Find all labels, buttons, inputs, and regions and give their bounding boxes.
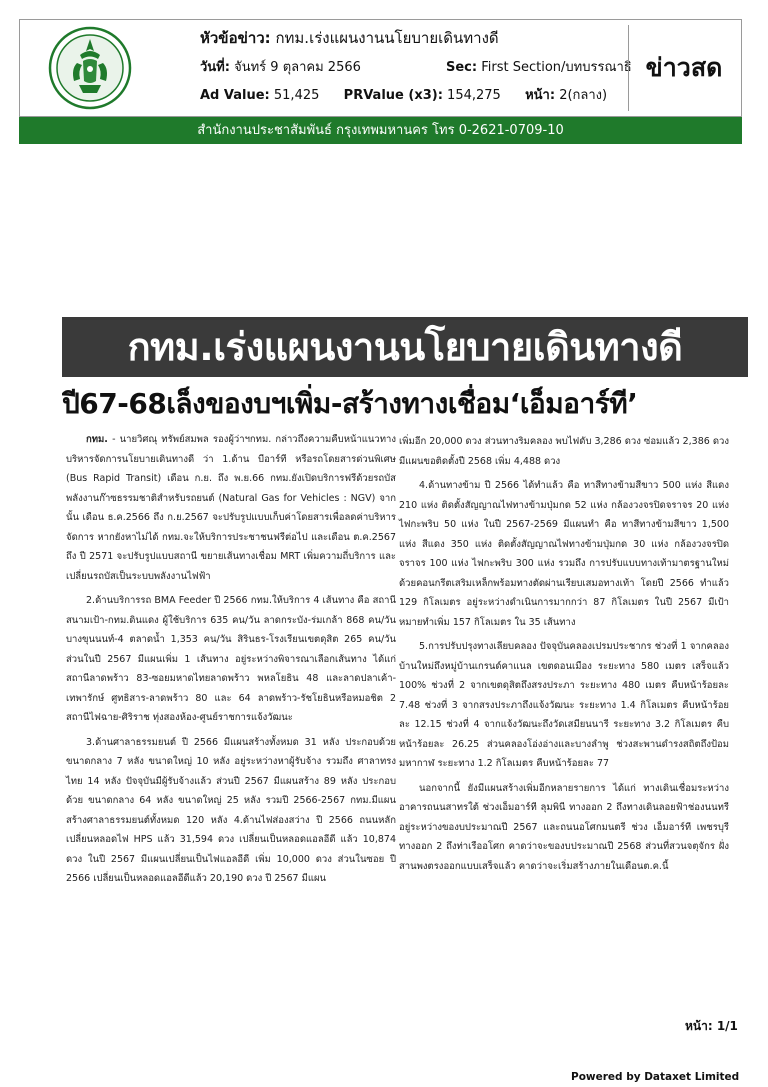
ad-value-label: Ad Value: [200,88,270,103]
article-paragraph [66,430,396,586]
bangkok-seal-logo [47,25,133,111]
page-value: 2(กลาง) [559,88,608,103]
date-label: วันที่: [200,60,230,75]
headline-value: กทม.เร่งแผนงานนโยบายเดินทางดี [275,29,499,47]
article-paragraph: เพิ่มอีก 20,000 ดวง ส่วนทางริมคลอง พบไฟดับ 3,286 ดวง ซ่อมแล้ว 2,386 ดวง มีแผนขอติดตั้งปี 2568 เพิ่ม 4,488 ดวง [399,436,729,467]
clipping-header [19,19,742,117]
article-paragraph: 4.ด้านทางข้าม ปี 2566 ได้ทำแล้ว คือ ทาสีทางข้ามสีขาว 500 แห่ง สีแดง 210 แห่ง ติดตั้งสัญญาณไฟทางข้ามปุ่มกด 52 แห่ง กล้องวงจรปิดจราจร 20 แห่ง ไฟกะพริบ 50 แห่ง ในปี 2567-2569 มีแผนทำ คือ ทาสีทางข้ามสีขาว 1,500 แห่ง สีแดง 350 แห่ง ติดตั้งสัญญาณไฟทางข้ามปุ่มกด 30 แห่ง กล้องวงจรปิดจราจร 100 แห่ง ไฟกะพริบ 300 แห่ง รวมถึง การปรับแบบทางเท้ามาตรฐานใหม่ด้วยคอนกรีตเสริมเหล็กพร้อมทางตัดผ่านเรียบเสมอทางเท้า โดยปี 2566 ทำแล้ว 129 กิโลเมตร อยู่ระหว่างดำเนินการมากกว่า 87 กิโลเมตร ในปี 2567 มีเป้าหมายทำเพิ่ม 157 กิโลเมตร ใน 35 เส้นทาง [399,480,729,628]
article-lead: กทม. [86,434,108,445]
article-paragraph: 5.การปรับปรุงทางเลียบคลอง ปัจจุบันคลองเปรมประชากร ช่วงที่ 1 จากคลองบ้านใหม่ถึงหมู่บ้านเกรนด์คาแนล เขตดอนเมือง ระยะทาง 580 เมตร เสร็จแล้ว 100% ช่วงที่ 2 จากเขตดุสิตถึงสรงประภา ระยะทาง 480 เมตร คืบหน้าร้อยละ 7.48 ช่วงที่ 3 จากสรงประภาถึงแจ้งวัฒนะ ระยะทาง 1.4 กิโลเมตร คืบหน้าร้อยละ 12.15 ช่วงที่ 4 จากแจ้งวัฒนะถึงวัดเสมียนนารี ระยะทาง 3.2 กิโลเมตร คืบหน้าร้อยละ 26.25 ส่วนคลองโอ่งอ่างและบางลำพู ช่วงสะพานดำรงสถิตถึงป้อมมหากาฬ ระยะทาง 1.2 กิโลเมตร คืบหน้าร้อยละ 77 [399,641,729,769]
value-line [200,88,607,103]
article-paragraph: นอกจากนี้ ยังมีแผนสร้างเพิ่มอีกหลายรายการ ได้แก่ ทางเดินเชื่อมระหว่างอาคารถนนสาทรใต้ ช่วงเอ็มอาร์ที ลุมพินี ทางออก 2 ถึงทางเดินลอยฟ้าช่องนนทรี อยู่ระหว่างของบประมาณปี 2567 และถนนอโศกมนตรี ช่วง เอ็มอาร์ที เพชรบุรี ทางออก 2 ถึงท่าเรืออโศก คาดว่าจะของบประมาณปี 2568 ส่วนที่สวนจตุจักร ฝั่งสานพงตรงออกแบบเสร็จแล้ว คาดว่าจะเริ่มสร้างภายในเดือนต.ค.นี้ [399,782,729,872]
date-value: จันทร์ 9 ตุลาคม 2566 [234,60,361,75]
pr-value-label: PRValue (x3): [343,88,443,103]
article-text: - นายวิศณุ ทรัพย์สมพล รองผู้ว่าฯกทม. กล่าวถึงความคืบหน้าแนวทางบริหารจัดการนโยบายเดินทางดี ว่า 1.ด้าน บีอาร์ที หรือรถโดยสารด่วนพิเศษ (Bus Rapid Transit) เดือน ก.ย. ถึง พ.ย.66 กทม.ยังเปิดบริการฟรีด้วยรถบัสพลังงานก๊าซธรรมชาติสำหรับรถยนต์ (Natural Gas for Vehicles : NGV) จากนั้น เดือน ธ.ค.2566 ถึง ก.ย.2567 จะปรับรูปแบบเก็บค่าโดยสารเพื่อลดค่าบริหารจัดการ หากยังหาไม่ได้ กทม.จะให้บริการประชาชนฟรีต่อไป และเดือน ต.ค.2567 ถึง ปี 2571 จะปรับรูปแบบสถานี ขยายเส้นทางเชื่อม MRT เพิ่มความถี่บริการ และเปลี่ยนรถบัสเป็นระบบพลังงานไฟฟ้า [66,434,396,582]
article-paragraph: 2.ด้านบริการรถ BMA Feeder ปี 2566 กทม.ให้บริการ 4 เส้นทาง คือ สถานีสนามเป้า-กทม.ดินแดง ผู้ใช้บริการ 635 คน/วัน ลาดกระบัง-ร่มเกล้า 868 คน/วัน บางขุนนนท์-4 ตลาดน้ำ 1,353 คน/วัน สิรินธร-โรงเรียนเขตดุสิต 265 คน/วัน ส่วนในปี 2567 มีแผนเพิ่ม 1 เส้นทาง อยู่ระหว่างพิจารณาเลือกเส้นทาง ได้แก่ สถานีลาดพร้าว 83-ซอยมหาดไทยลาดพร้าว พหลโยธิน 48 และลาดปลาเค้า-เทพารักษ์ ศูทธิสาร-ลาดพร้าว 80 และ 64 ลาดพร้าว-รัชโยธินหรือหมอชิต 2 สถานีไฟฉาย-ศิริราช ทุ่งสองห้อง-ศูนย์ราชการแจ้งวัฒนะ [66,595,396,723]
agency-banner: สำนักงานประชาสัมพันธ์ กรุงเทพมหานคร โทร 0-2621-0709-10 [19,117,742,144]
article-title: กทม.เร่งแผนงานนโยบายเดินทางดี [62,317,748,377]
ad-value: 51,425 [273,88,320,103]
pr-value: 154,275 [447,88,501,103]
headline-label: หัวข้อข่าว: [200,29,271,47]
date-line [200,60,632,75]
powered-by: Powered by Dataxet Limited [571,1071,740,1083]
headline-line [200,31,499,46]
page-label: หน้า: [525,88,556,103]
section-info [446,60,632,75]
article-column-right [399,432,729,881]
page-number: หน้า: 1/1 [685,1019,738,1033]
news-type-badge: ข่าวสด [628,25,739,111]
article-column-left [66,430,396,894]
article-paragraph: 3.ด้านศาลาธรรมยนต์ ปี 2566 มีแผนสร้างทั้งหมด 31 หลัง ประกอบด้วย ขนาดกลาง 7 หลัง ขนาดใหญ่ 10 หลัง อยู่ระหว่างหาผู้รับจ้าง รวมถึง ศาลาทรงไทย 14 หลัง ปัจจุบันมีผู้รับจ้างแล้ว ส่วนปี 2567 มีแผนสร้าง 89 หลัง ประกอบด้วย ขนาดกลาง 64 หลัง ขนาดใหญ่ 25 หลัง รวมปี 2566-2567 กทม.มีแผนสร้างศาลาธรรมยนต์ทั้งหมด 120 หลัง 4.ด้านไฟส่องสว่าง ปี 2566 ถนนหลักเปลี่ยนหลอดไฟ HPS แล้ว 31,594 ดวง เปลี่ยนเป็นหลอดแอลอีดี แล้ว 10,874 ดวง ในปี 2567 มีแผนเปลี่ยนเป็นไฟแอลอีดี เพิ่ม 10,000 ดวง ส่วนในซอย ปี 2566 เปลี่ยนเป็นหลอดแอลอีดีแล้ว 20,190 ดวง ปี 2567 มีแผน [66,736,396,884]
section-label: Sec: [446,60,478,75]
article-subtitle: ปี67-68เล็งของบฯเพิ่ม-สร้างทางเชื่อม‘เอ็มอาร์ที’ [62,387,638,420]
section-value: First Section/บทบรรณาธิ [481,60,632,75]
